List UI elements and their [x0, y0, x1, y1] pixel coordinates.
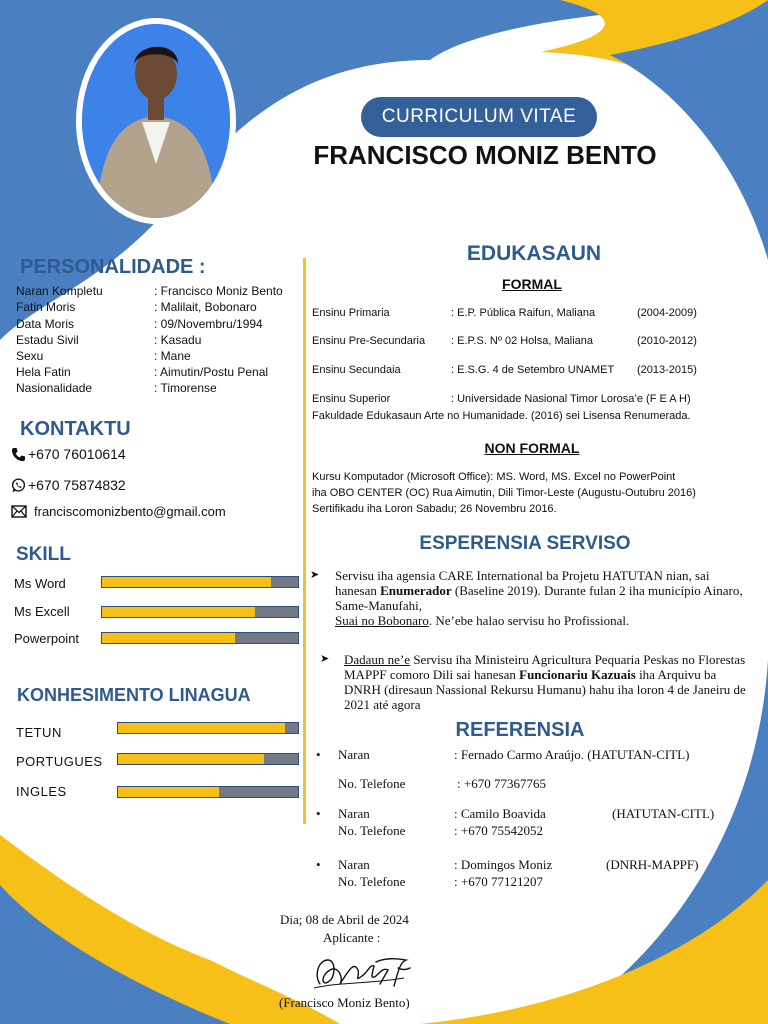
personal-label: Estadu Sivil	[16, 333, 79, 347]
education-heading: EDUKASAUN	[466, 242, 602, 265]
education-school: : E.P.S. Nº 02 Holsa, Maliana	[451, 335, 593, 347]
skill-bar-fill	[102, 633, 235, 643]
reference-name-label: Naran	[338, 857, 370, 872]
language-bar	[117, 722, 299, 734]
reference-org: (HATUTAN-CITL)	[612, 806, 715, 821]
education-years: (2004-2009)	[637, 307, 697, 319]
education-years: (2013-2015)	[637, 364, 697, 376]
language-bar	[117, 786, 299, 798]
bullet-icon: •	[316, 857, 321, 872]
arrow-bullet-icon: ➤	[310, 569, 320, 581]
formal-heading: FORMAL	[502, 276, 562, 292]
skill-bar	[101, 576, 299, 588]
education-level: Ensinu Primaria	[312, 307, 390, 319]
experience-current: Dadaun ne’e	[344, 652, 411, 667]
whatsapp-row	[11, 477, 126, 493]
language-label: INGLES	[16, 784, 67, 799]
phone-number: +670 76010614	[28, 446, 126, 462]
education-school: : Universidade Nasional Timor Lorosa’e (F E A H)	[451, 393, 691, 405]
skill-bar-fill	[102, 607, 255, 617]
applicant-label: Aplicante :	[323, 930, 381, 945]
personal-value: : Kasadu	[154, 333, 202, 347]
bullet-icon: •	[316, 806, 321, 821]
experience-text: iha Arquivu ba DNRH (diresaun Nassional Rekursu Humanu) hahu iha loron 4 de Janeiru de 2021 até agora	[344, 667, 746, 712]
reference-phone: : +670 77121207	[454, 874, 543, 889]
reference-phone-label: No. Telefone	[338, 874, 406, 889]
reference-name: : Camilo Boavida	[454, 806, 546, 821]
reference-phone: : +670 77367765	[457, 776, 546, 791]
reference-name-label: Naran	[338, 806, 370, 821]
language-bar-fill	[118, 723, 285, 733]
language-bar-fill	[118, 787, 219, 797]
reference-org: (DNRH-MAPPF)	[606, 857, 699, 872]
education-school: : E.S.G. 4 de Setembro UNAMET	[451, 364, 615, 376]
nonformal-line: Sertifikadu iha Loron Sabadu; 26 Novembru 2016.	[312, 503, 557, 515]
skill-bar	[101, 632, 299, 644]
language-label: PORTUGUES	[16, 754, 103, 769]
experience-text: (Baseline 2019). Durante fulan 2 iha município Ainaro, Same-Manufahi,	[335, 583, 743, 613]
personal-label: Naran Kompletu	[16, 284, 103, 298]
candidate-name: FRANCISCO MONIZ BENTO	[313, 140, 657, 170]
email-address: franciscomonizbento@gmail.com	[34, 504, 226, 519]
experience-item	[310, 568, 750, 630]
experience-item	[320, 652, 750, 716]
experience-text: Servisu iha Ministeiru Agricultura Pequaria Peskas no Florestas MAPPF comoro Dili sai hanesan	[344, 652, 746, 682]
reference-phone: : +670 75542052	[454, 823, 543, 838]
arrow-bullet-icon: ➤	[320, 653, 330, 665]
experience-heading: ESPERENSIA SERVISO	[419, 533, 631, 554]
language-heading: KONHESIMENTO LINAGUA	[17, 685, 251, 705]
cv-title-badge: CURRICULUM VITAE	[361, 97, 597, 137]
reference-phone-label: No. Telefone	[338, 776, 406, 791]
person-portrait	[82, 24, 230, 218]
language-label: TETUN	[16, 725, 62, 740]
education-level: Ensinu Superior	[312, 393, 391, 405]
personal-label: Nasionalidade	[16, 381, 93, 395]
personal-value: : Aimutin/Postu Penal	[154, 365, 269, 379]
experience-text: Servisu iha agensia CARE International ba Projetu HATUTAN nian, sai hanesan	[335, 568, 710, 598]
language-bar	[117, 753, 299, 765]
personal-label: Data Moris	[16, 317, 75, 331]
reference-name: : Fernado Carmo Araújo. (HATUTAN-CITL)	[454, 747, 690, 762]
skill-label: Powerpoint	[14, 631, 80, 646]
contact-heading: KONTAKTU	[20, 418, 131, 440]
reference-name-label: Naran	[338, 747, 370, 762]
personal-value: : Malilait, Bobonaro	[154, 300, 257, 314]
nonformal-line: Kursu Komputador (Microsoft Office): MS. Word, MS. Excel no PowerPoint	[312, 471, 676, 483]
email-row	[11, 504, 226, 519]
education-school: : E.P. Pública Raifun, Maliana	[451, 307, 596, 319]
profile-photo	[76, 18, 236, 224]
experience-role: Funcionariu Kazuais	[519, 667, 636, 682]
personal-label: Fatin Moris	[16, 300, 76, 314]
signature-date: Dia; 08 de Abril de 2024	[280, 912, 409, 927]
signature-name: (Francisco Moniz Bento)	[279, 995, 410, 1010]
language-bar-fill	[118, 754, 264, 764]
personal-value: : 09/Novembru/1994	[154, 317, 263, 331]
education-level: Ensinu Secundaia	[312, 364, 401, 376]
nonformal-line: iha OBO CENTER (OC) Rua Aimutin, Dili Timor-Leste (Augustu-Outubru 2016)	[312, 487, 696, 499]
education-years: (2010-2012)	[637, 335, 697, 347]
skill-label: Ms Word	[14, 576, 66, 591]
skill-bar	[101, 606, 299, 618]
personal-value: : Timorense	[154, 381, 217, 395]
nonformal-heading: NON FORMAL	[484, 440, 580, 456]
skill-heading: SKILL	[16, 544, 71, 565]
mail-icon	[11, 505, 27, 518]
phone-icon	[11, 447, 26, 462]
personal-label: Sexu	[16, 349, 44, 363]
personal-heading: PERSONALIDADE :	[20, 256, 206, 278]
reference-heading: REFERENSIA	[455, 719, 585, 741]
experience-locations: Suai no Bobonaro	[335, 613, 429, 628]
handwritten-signature	[310, 948, 420, 996]
higher-education-note: Fakuldade Edukasaun Arte no Humanidade. (2016) sei Lisensa Renumerada.	[312, 410, 691, 422]
reference-name: : Domingos Moniz	[454, 857, 553, 872]
whatsapp-icon	[11, 478, 26, 493]
reference-phone-label: No. Telefone	[338, 823, 406, 838]
education-level: Ensinu Pre-Secundaria	[312, 335, 426, 347]
experience-text: . Ne’ebe halao servisu ho Profissional.	[428, 613, 630, 628]
bullet-icon: •	[316, 747, 321, 762]
skill-label: Ms Excell	[14, 604, 70, 619]
skill-bar-fill	[102, 577, 271, 587]
personal-value: : Mane	[154, 349, 191, 363]
phone-row	[11, 446, 126, 462]
personal-value: : Francisco Moniz Bento	[154, 284, 283, 298]
personal-label: Hela Fatin	[16, 365, 71, 379]
column-divider	[303, 258, 306, 824]
whatsapp-number: +670 75874832	[28, 477, 126, 493]
experience-role: Enumerador	[380, 583, 452, 598]
